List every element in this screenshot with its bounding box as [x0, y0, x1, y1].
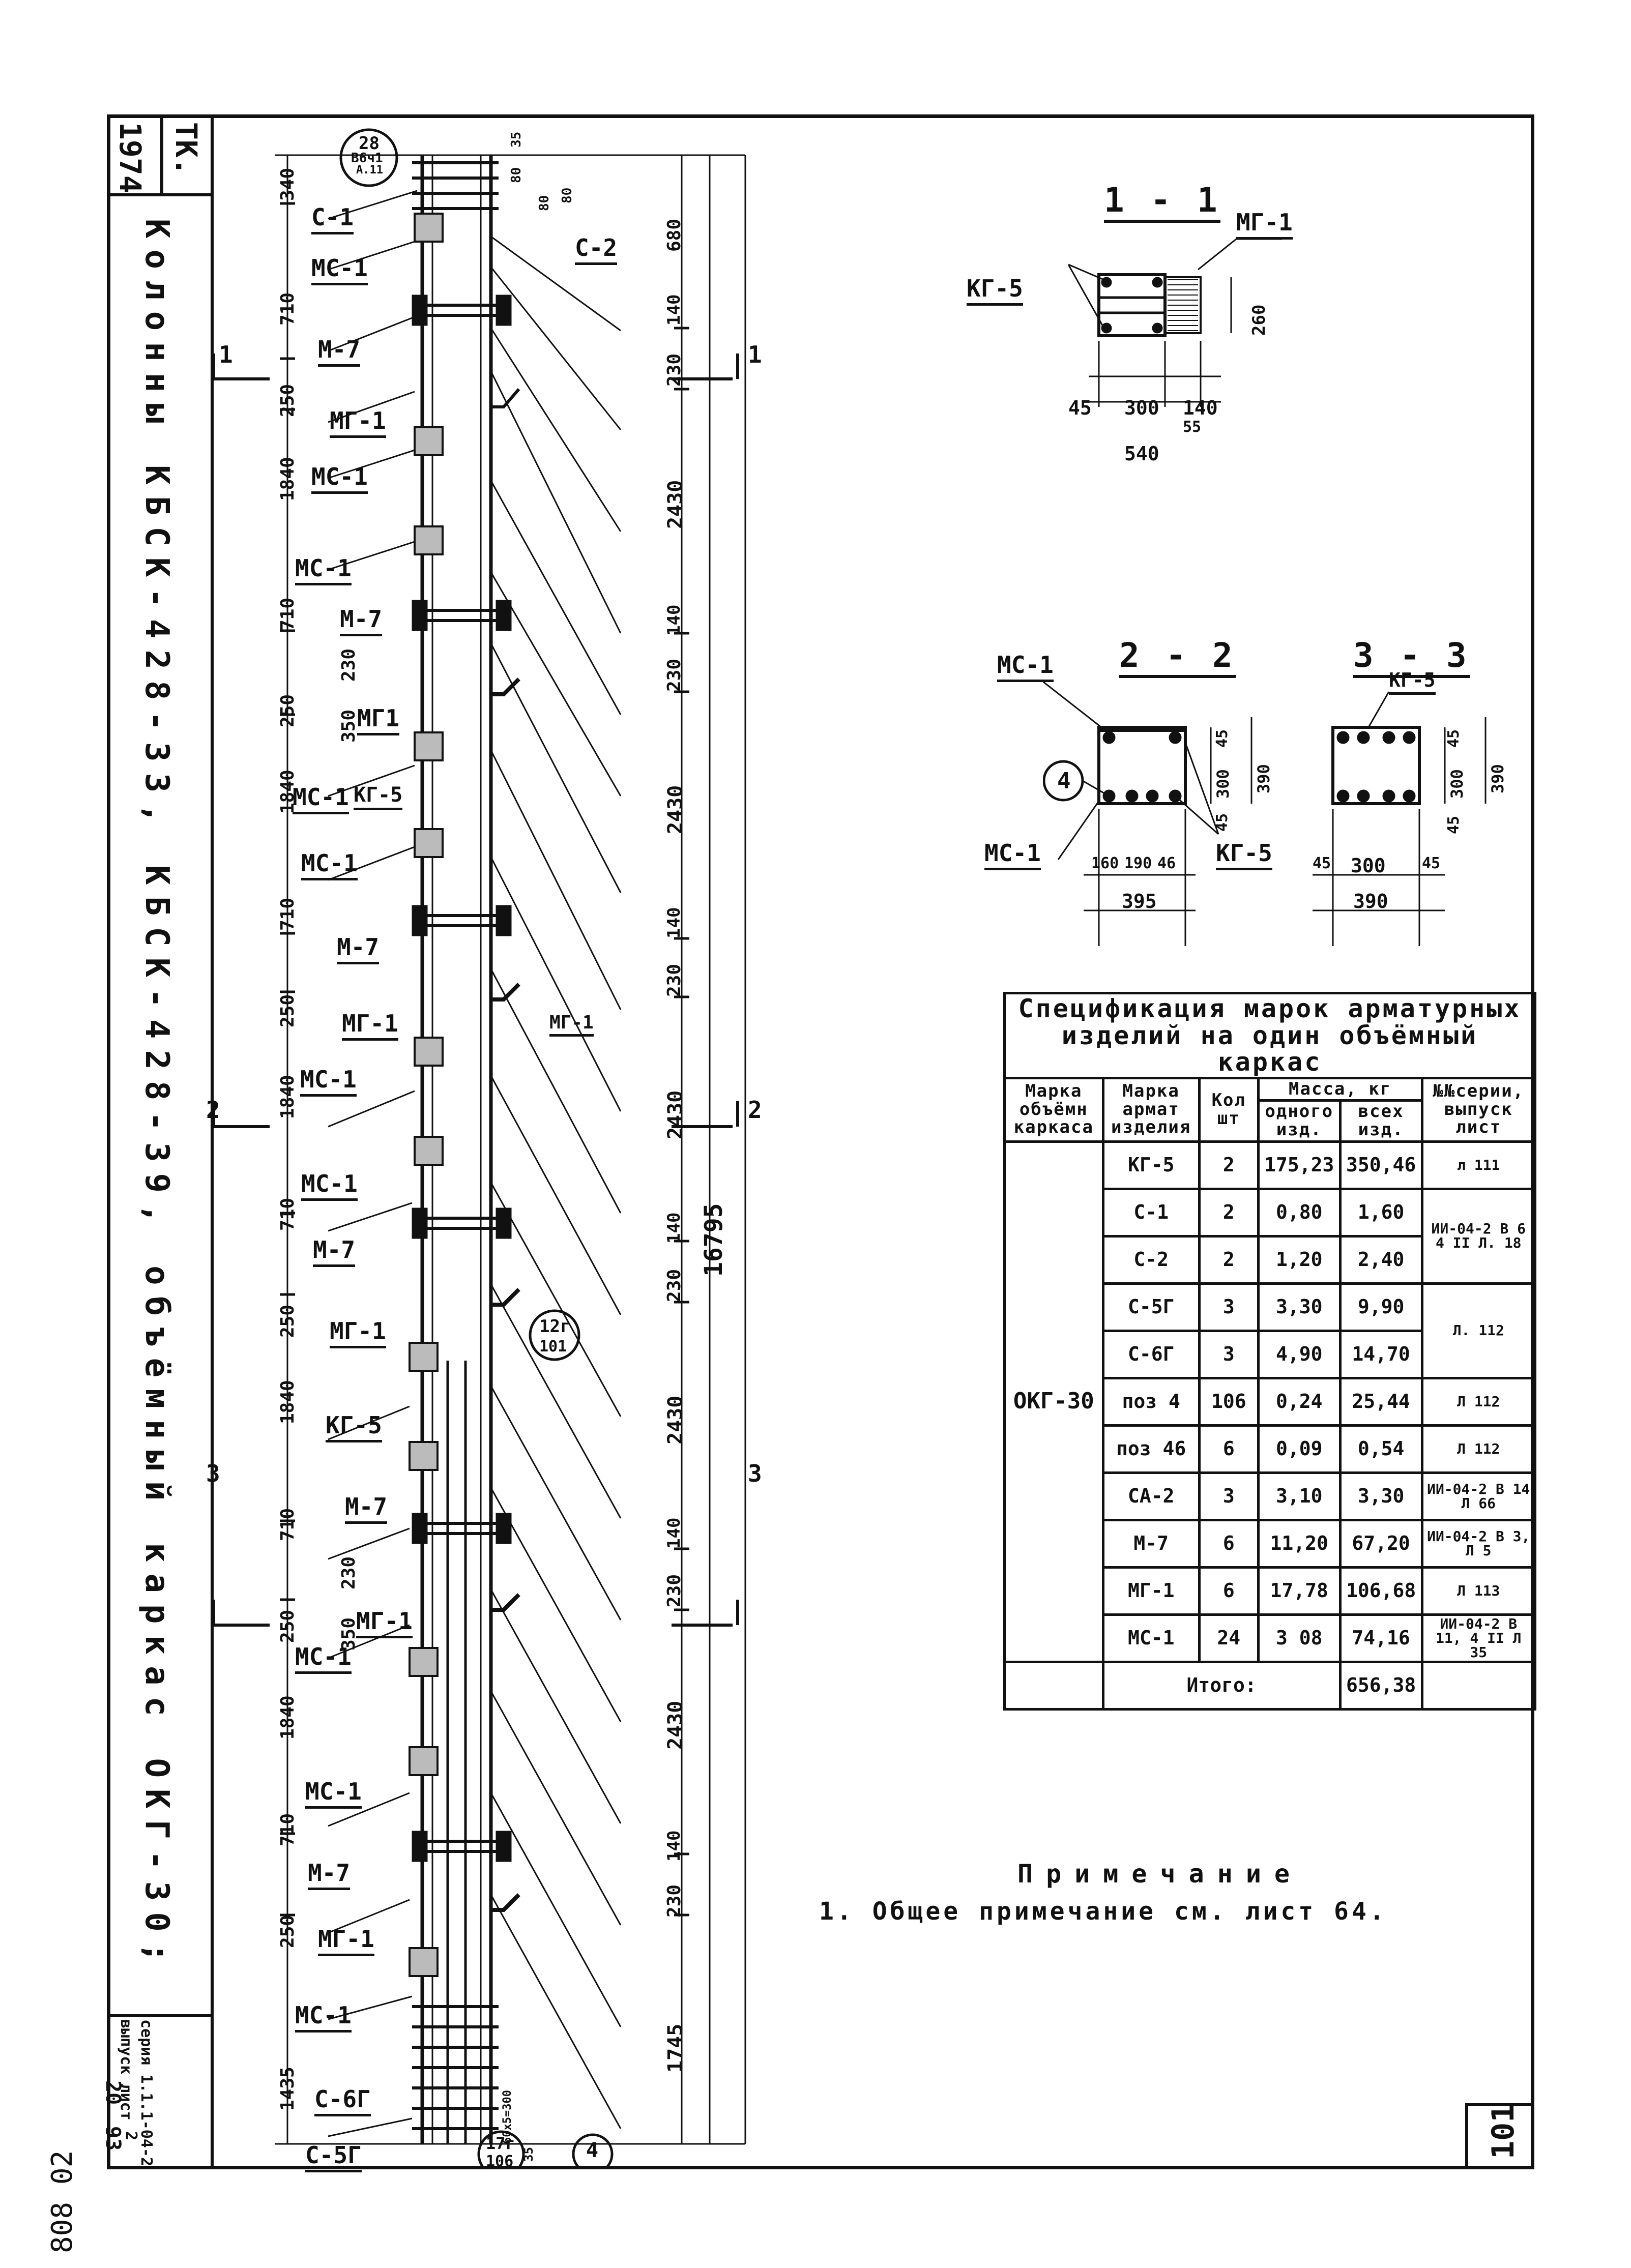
section-2-2-kg5: КГ-5 [1216, 839, 1272, 870]
label-mc1-f: МС-1 [300, 1066, 357, 1097]
dim-left-18: 250 [277, 1609, 298, 1643]
dim-top-small-1: 35 [509, 131, 524, 148]
dim-top-small-3: 80 [537, 195, 552, 211]
cell-qty: 2 [1199, 1189, 1258, 1236]
section-mark-1-left: 1 [219, 341, 233, 368]
dim-left-11: 250 [277, 994, 298, 1027]
label-mc1-c: МС-1 [295, 554, 352, 585]
section-1-1-dim-300: 300 [1124, 397, 1159, 419]
cell-all: 3,30 [1340, 1472, 1422, 1520]
dim-right-1: 680 [664, 218, 685, 252]
dim-top-small-4: 80 [560, 187, 575, 203]
cell-qty: 3 [1199, 1472, 1258, 1520]
section-3-3-dim-45d: 45 [1422, 855, 1441, 872]
header-mark-item: Марка армат изделия [1103, 1078, 1199, 1141]
dim-top-small-2: 80 [509, 167, 524, 183]
label-mc1-e: МС-1 [301, 849, 358, 880]
dim-right-12: 230 [664, 1269, 685, 1302]
section-1-1-dim-260: 260 [1249, 304, 1269, 336]
dim-left-16: 710 [277, 1508, 298, 1541]
cell-one: 0,24 [1258, 1378, 1340, 1425]
cell-qty: 6 [1199, 1567, 1258, 1614]
dim-right-13: 2430 [664, 1395, 687, 1445]
dim-left-21: 710 [277, 1813, 298, 1846]
dim-right-14: 140 [664, 1517, 684, 1549]
section-1-1-dim-45: 45 [1068, 397, 1092, 419]
spec-title [1005, 993, 1535, 1078]
section-3-3-dim-300b: 300 [1351, 855, 1386, 877]
header-qty: Кол шт [1199, 1078, 1258, 1141]
section-3-3-dim-300: 300 [1447, 769, 1467, 799]
section-2-2-dim-395: 395 [1122, 890, 1157, 912]
marker-mid-12g: 12г [539, 1316, 571, 1337]
cell-item: МГ-1 [1103, 1567, 1199, 1614]
label-mc1-g: МС-1 [301, 1170, 358, 1201]
dim-right-16: 2430 [664, 1700, 687, 1750]
header-series: №№серии, выпуск лист [1422, 1078, 1535, 1141]
label-mg1-a: МГ-1 [330, 407, 386, 438]
dim-left-2: 710 [277, 292, 298, 326]
cell-one: 17,78 [1258, 1567, 1340, 1614]
header-mass: Масса, кг [1258, 1078, 1422, 1101]
label-kg5-a: КГ-5 [354, 783, 402, 810]
dim-right-18: 230 [664, 1884, 685, 1918]
label-mc1-i: МС-1 [305, 1778, 362, 1809]
cell-one: 3 08 [1258, 1614, 1340, 1662]
cell-qty: 3 [1199, 1331, 1258, 1378]
dim-right-11: 140 [664, 1212, 684, 1244]
dim-left-7: 250 [277, 694, 298, 727]
cell-qty: 106 [1199, 1378, 1258, 1425]
total-blank [1005, 1662, 1103, 1709]
cell-series: Л. 112 [1422, 1283, 1535, 1378]
dim-right-3: 230 [664, 353, 685, 387]
section-3-3-kg5: КГ-5 [1389, 669, 1436, 695]
strip-divider-vert [160, 114, 163, 196]
label-mc1-h: МС-1 [295, 1643, 352, 1674]
cell-item: КГ-5 [1103, 1141, 1199, 1189]
label-mg1-b: МГ1 [357, 704, 399, 735]
cell-item: поз 46 [1103, 1425, 1199, 1472]
cell-all: 0,54 [1340, 1425, 1422, 1472]
label-mg1-d: МГ-1 [330, 1317, 386, 1348]
dim-left-1: 340 [277, 167, 298, 201]
section-2-2-dim-160: 160 [1091, 855, 1119, 872]
marker-top-mid: В6ч1 [351, 151, 383, 166]
cell-all: 9,90 [1340, 1283, 1422, 1331]
dim-right-19: 1745 [664, 2023, 687, 2073]
dim-left-15: 1840 [277, 1380, 298, 1424]
cell-one: 11,20 [1258, 1520, 1340, 1567]
label-kg5-b: КГ-5 [326, 1411, 382, 1442]
label-mg1-e: МГ-1 [356, 1607, 413, 1638]
bottom-circle-4: 4 [586, 2139, 599, 2162]
label-mc1-d: МС-1 [293, 783, 349, 814]
section-1-1-title: 1 - 1 [1104, 181, 1220, 223]
label-mc1-b: МС-1 [311, 463, 368, 494]
cell-series: Л 112 [1422, 1425, 1535, 1472]
sheet-number: 101 [1486, 2104, 1521, 2159]
section-3-3-dim-45a: 45 [1445, 729, 1463, 748]
cell-one: 1,20 [1258, 1236, 1340, 1283]
cell-series: Л 112 [1422, 1378, 1535, 1425]
series-stamp-label: серия 1.1.1-04-2 [137, 2019, 155, 2166]
header-mark-frame: Марка объёмн каркаса [1005, 1078, 1103, 1141]
total-blank-right [1422, 1662, 1535, 1709]
section-mark-3-left: 3 [206, 1460, 220, 1487]
cell-item: МС-1 [1103, 1614, 1199, 1662]
cell-item: С-2 [1103, 1236, 1199, 1283]
notes-title: Примечание [1017, 1859, 1303, 1889]
cell-item: СА-2 [1103, 1472, 1199, 1520]
cell-all: 350,46 [1340, 1141, 1422, 1189]
spec-title-row [1005, 993, 1535, 1078]
section-2-2-drawing [1043, 682, 1297, 946]
spec-title-line2: изделий на один объёмный каркас [1061, 1020, 1478, 1077]
dim-left-12: 1840 [277, 1075, 298, 1119]
title-year: 1974 [113, 122, 148, 193]
section-2-2-mc1-bottom: МС-1 [984, 839, 1041, 870]
section-3-3-title: 3 - 3 [1353, 636, 1470, 678]
section-mark-3-right: 3 [748, 1460, 762, 1487]
cell-all: 67,20 [1340, 1520, 1422, 1567]
dim-right-17: 140 [664, 1830, 684, 1862]
cell-series: ИИ-04-2 В 11, 4 II Л 35 [1422, 1614, 1535, 1662]
cell-one: 0,09 [1258, 1425, 1340, 1472]
cell-all: 1,60 [1340, 1189, 1422, 1236]
dim-right-8: 140 [664, 907, 684, 938]
marker-top-28: 28 [359, 133, 380, 154]
title-text: Колонны КБСК-428-33, КБСК-428-39, объёмный каркас ОКГ-30; [138, 219, 176, 1974]
dim-overall: 16795 [700, 1203, 728, 1277]
spec-title-line1: Спецификация марок арматурных [1018, 994, 1522, 1023]
label-mc1-j: МС-1 [295, 2001, 352, 2033]
section-3-3-dim-45b: 45 [1445, 815, 1463, 834]
dim-left-3: 250 [277, 384, 298, 417]
dim-right-10: 2430 [664, 1090, 687, 1139]
section-2-2-dim-390: 390 [1254, 764, 1273, 793]
handwritten-code: 808 02 [46, 2150, 79, 2253]
dim-left-13: 710 [277, 1197, 298, 1231]
dim-left-5: 710 [277, 597, 298, 631]
dim-right-2: 140 [664, 294, 684, 326]
section-2-2-dim-45b: 45 [1213, 813, 1231, 832]
dim-left-6: 230 [338, 648, 359, 682]
label-mg1-right: МГ-1 [549, 1012, 594, 1037]
dim-left-8: 350 [338, 709, 359, 743]
cell-one: 3,30 [1258, 1283, 1340, 1331]
cell-series: л 111 [1422, 1141, 1535, 1189]
section-1-1-mg1: МГ-1 [1236, 209, 1293, 240]
cell-all: 25,44 [1340, 1378, 1422, 1425]
spec-header-row [1005, 1078, 1535, 1101]
issue-number: 2 [122, 2131, 140, 2141]
dim-left-20: 1840 [277, 1695, 298, 1740]
dim-bottom-small: 35 [521, 2147, 536, 2162]
header-mass-one: одного изд. [1258, 1101, 1340, 1141]
issue-extra: 93 [101, 2126, 125, 2151]
issue-value: 20 [101, 2080, 125, 2105]
total-row [1005, 1662, 1535, 1709]
section-2-2-dim-300: 300 [1213, 769, 1233, 799]
dim-right-7: 2430 [664, 785, 687, 834]
title-org: ТК. [169, 122, 203, 175]
label-c2: С-2 [575, 234, 617, 265]
cell-series: ИИ-04-2 В 14 Л 66 [1422, 1472, 1535, 1520]
cell-series: ИИ-04-2 В 6 4 II Л. 18 [1422, 1189, 1535, 1283]
mesh-note: 60х5=300 [501, 2090, 514, 2144]
label-m7-a: М-7 [318, 336, 360, 367]
cell-qty: 6 [1199, 1425, 1258, 1472]
section-1-1-kg5: КГ-5 [967, 275, 1023, 306]
cell-qty: 2 [1199, 1236, 1258, 1283]
cell-qty: 6 [1199, 1520, 1258, 1567]
label-m7-f: М-7 [308, 1859, 350, 1890]
dim-left-10: 710 [277, 897, 298, 931]
label-m7-c: М-7 [337, 933, 379, 964]
label-m7-b: М-7 [340, 605, 382, 636]
label-c5g: С-5Г [305, 2141, 362, 2172]
label-mg1-c: МГ-1 [342, 1010, 398, 1041]
marker-bottom-106: 106 [486, 2153, 514, 2170]
issue-stamp-label: выпуск лист [117, 2019, 135, 2120]
label-c1: С-1 [311, 203, 354, 234]
total-value: 656,38 [1340, 1662, 1422, 1709]
dim-left-9: 1840 [277, 770, 298, 814]
cell-all: 106,68 [1340, 1567, 1422, 1614]
cell-one: 0,80 [1258, 1189, 1340, 1236]
dim-left-22: 250 [277, 1914, 298, 1948]
dim-right-6: 230 [664, 658, 685, 692]
spec-table [1003, 992, 1536, 1711]
cell-item: С-5Г [1103, 1283, 1199, 1331]
section-2-2-dim-190: 190 [1124, 855, 1152, 872]
section-2-2-mc1-top: МС-1 [997, 651, 1054, 682]
cell-one: 4,90 [1258, 1331, 1340, 1378]
cell-qty: 24 [1199, 1614, 1258, 1662]
cell-one: 3,10 [1258, 1472, 1340, 1520]
section-1-1-dim-540: 540 [1124, 443, 1159, 465]
cell-all: 2,40 [1340, 1236, 1422, 1283]
cell-series: ИИ-04-2 В 3, Л 5 [1422, 1520, 1535, 1567]
table-row [1005, 1141, 1535, 1189]
total-label: Итого: [1103, 1662, 1340, 1709]
marker-bottom-17g: 17г [486, 2134, 515, 2153]
section-1-1-dim-140: 140 [1183, 397, 1218, 419]
dim-right-15: 230 [664, 1574, 685, 1607]
dim-left-14: 250 [277, 1304, 298, 1338]
dim-right-9: 230 [664, 963, 685, 997]
cell-qty: 3 [1199, 1283, 1258, 1331]
section-mark-2-right: 2 [748, 1096, 762, 1124]
section-2-2-dim-46: 46 [1157, 855, 1176, 872]
section-1-1-dim-55: 55 [1183, 418, 1202, 436]
label-mg1-f: МГ-1 [318, 1925, 374, 1956]
dim-right-4: 2430 [664, 480, 687, 529]
marker-mid-101: 101 [539, 1338, 567, 1356]
label-m7-d: М-7 [313, 1236, 355, 1267]
cell-item: поз 4 [1103, 1378, 1199, 1425]
marker-top-bot: А.11 [356, 164, 383, 176]
header-mass-all: всех изд. [1340, 1101, 1422, 1141]
cell-series: Л 113 [1422, 1567, 1535, 1614]
label-m7-e: М-7 [345, 1493, 387, 1524]
section-3-3-dim-390b: 390 [1353, 890, 1388, 912]
cell-one: 175,23 [1258, 1141, 1340, 1189]
dim-left-19: 350 [338, 1617, 359, 1651]
cell-item: С-6Г [1103, 1331, 1199, 1378]
label-mc1-a: МС-1 [311, 254, 368, 285]
dim-left-4: 1840 [277, 457, 298, 501]
label-c6g: С-6Г [314, 2085, 371, 2116]
dim-left-17: 230 [338, 1556, 359, 1589]
cell-all: 74,16 [1340, 1614, 1422, 1662]
section-3-3-drawing [1313, 682, 1536, 946]
frame-mark-cell: ОКГ-30 [1005, 1141, 1103, 1662]
cell-item: С-1 [1103, 1189, 1199, 1236]
note-item-1: 1. Общее примечание см. лист 64. [819, 1897, 1387, 1926]
section-mark-2-left: 2 [206, 1096, 220, 1124]
dim-right-5: 140 [664, 604, 684, 636]
section-3-3-dim-390: 390 [1488, 764, 1507, 793]
section-2-2-circle-4: 4 [1057, 768, 1071, 794]
cell-qty: 2 [1199, 1141, 1258, 1189]
dim-left-23: 1435 [277, 2067, 298, 2111]
section-mark-1-right: 1 [748, 341, 762, 368]
cell-item: М-7 [1103, 1520, 1199, 1567]
section-2-2-title: 2 - 2 [1119, 636, 1236, 678]
section-3-3-dim-45c: 45 [1313, 855, 1331, 872]
section-2-2-dim-45a: 45 [1213, 729, 1231, 748]
cell-all: 14,70 [1340, 1331, 1422, 1378]
